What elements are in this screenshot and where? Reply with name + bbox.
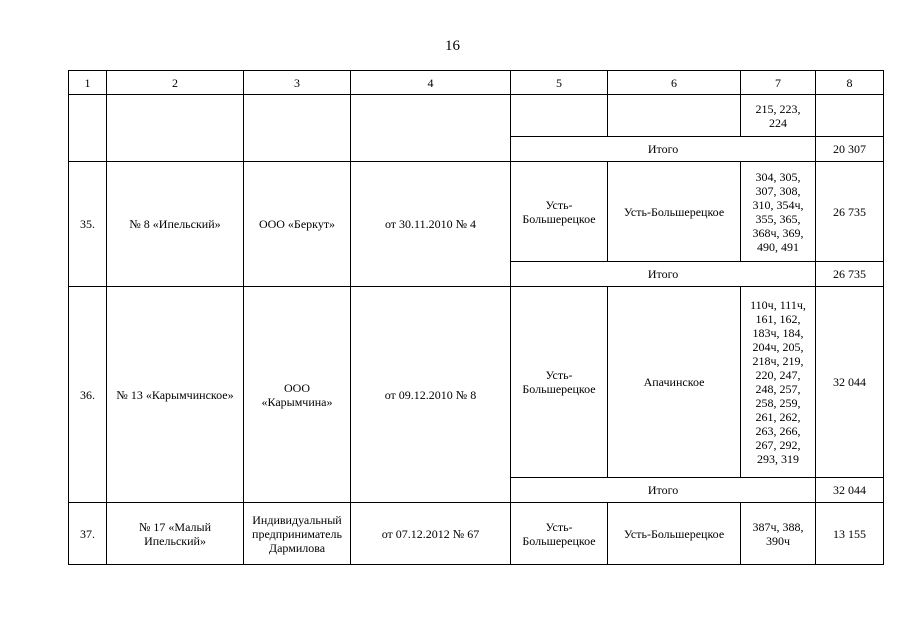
ground-name: № 8 «Ипельский» [107, 162, 244, 287]
area: 26 735 [816, 162, 884, 262]
table-row [69, 287, 884, 478]
total-value: 26 735 [816, 262, 884, 287]
district: Усть- Большерецкое [511, 287, 608, 478]
header-cell: 1 [69, 71, 107, 95]
quarters-cell: 304, 305, 307, 308, 310, 354ч, 355, 365, 368ч, 369, 490, 491 [741, 162, 816, 262]
forestry: Апачинское [608, 287, 741, 478]
header-cell: 6 [608, 71, 741, 95]
row-number: 37. [69, 503, 107, 565]
cell-empty [816, 95, 884, 137]
header-cell: 3 [244, 71, 351, 95]
quarters-cell: 110ч, 111ч, 161, 162, 183ч, 184, 204ч, 205, 218ч, 219, 220, 247, 248, 257, 258, 259, 261, 262, 263, 266, 267, 292, 293, 319 [741, 287, 816, 478]
cell-empty [511, 95, 608, 137]
quarters-cell: 387ч, 388, 390ч [741, 503, 816, 565]
forestry: Усть-Большерецкое [608, 162, 741, 262]
header-row [69, 71, 884, 95]
forestry: Усть-Большерецкое [608, 503, 741, 565]
table-row [69, 503, 884, 565]
quarters-cell: 215, 223, 224 [741, 95, 816, 137]
table-row [69, 95, 884, 137]
agreement-date: от 07.12.2012 № 67 [351, 503, 511, 565]
area: 13 155 [816, 503, 884, 565]
ground-name: № 13 «Карымчинское» [107, 287, 244, 503]
organization: Индивидуальный предприниматель Дармилова [244, 503, 351, 565]
header-cell: 4 [351, 71, 511, 95]
cell-empty [107, 95, 244, 162]
cell-empty [351, 95, 511, 162]
header-cell: 2 [107, 71, 244, 95]
row-number: 35. [69, 162, 107, 287]
page-number: 16 [445, 38, 460, 54]
hunting-grounds-table [68, 70, 884, 565]
total-value: 20 307 [816, 137, 884, 162]
table-row [69, 162, 884, 262]
row-number: 36. [69, 287, 107, 503]
ground-name: № 17 «Малый Ипельский» [107, 503, 244, 565]
header-cell: 7 [741, 71, 816, 95]
total-label: Итого [511, 137, 816, 162]
district: Усть- Большерецкое [511, 503, 608, 565]
cell-empty [69, 95, 107, 162]
header-cell: 8 [816, 71, 884, 95]
cell-empty [244, 95, 351, 162]
header-cell: 5 [511, 71, 608, 95]
organization: ООО «Беркут» [244, 162, 351, 287]
cell-empty [608, 95, 741, 137]
total-label: Итого [511, 262, 816, 287]
organization: ООО «Карымчина» [244, 287, 351, 503]
total-label: Итого [511, 478, 816, 503]
total-value: 32 044 [816, 478, 884, 503]
agreement-date: от 09.12.2010 № 8 [351, 287, 511, 503]
agreement-date: от 30.11.2010 № 4 [351, 162, 511, 287]
area: 32 044 [816, 287, 884, 478]
district: Усть- Большерецкое [511, 162, 608, 262]
